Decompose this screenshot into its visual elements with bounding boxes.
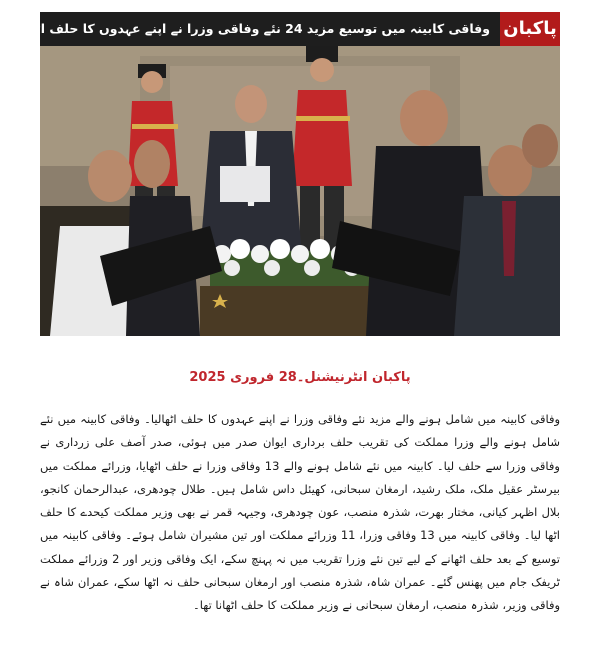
- headline-bar: [8, 12, 560, 46]
- dateline: پاکبان انٹرنیشنل۔28 فروری 2025: [189, 370, 411, 385]
- headline-text: وفاقی کابینہ میں توسیع مزید 24 نئے وفاقی وزرا نے اپنے عہدوں کا حلف اٹھالیا: [8, 21, 490, 36]
- article-body: وفاقی کابینہ میں شامل ہونے والے مزید نئے وفاقی وزرا نے اپنے عہدوں کا حلف اٹھالیا۔ وفاقی کابینہ میں نئے شامل ہونے والے وزرا مملکت کی تقریب حلف برداری ایوان صدر میں ہوئی، صدر آصف علی زرداری نے وفاقی وزرا سے حلف لیا۔ کابینہ میں نئے شامل ہونے والے 13 وفاقی وزرا نے حلف اٹھایا، وزرائے مملکت میں بیرسٹر عقیل ملک، ملک رشید، ارمغان سبحانی، کھیئل داس شامل ہیں۔ طلال چودھری، عبدالرحمان کانجو، بلال اظہر کیانی، مختار بھرت، شذرہ منصب، عون چودھری، وجیہہ قمر نے بھی وزیر مملکت کیحدے کا حلف اٹھا لیا۔ وفاقی کابینہ میں 13 وفاقی وزرا، 11 وزرائے مملکت اور تین مشیران شامل ہوئے۔ وفاقی کابینہ میں توسیع کے بعد حلف اٹھانے کے لیے تین نئے وزرا تقریب میں نہ پہنچ سکے، ایک وفاقی وزیر اور 2 وزرائے مملکت ٹریفک جام میں پھنس گئے۔ عمران شاہ، شذرہ منصب اور ارمغان سبحانی حلف نہ اٹھا سکے، عمران شاہ نے وفاقی وزیر، شذرہ منصب، ارمغان سبحانی نے وزیر مملکت کا حلف اٹھانا تھا۔: [40, 412, 561, 613]
- news-photo: [40, 46, 560, 336]
- brand-logo: پاکبان: [500, 12, 560, 46]
